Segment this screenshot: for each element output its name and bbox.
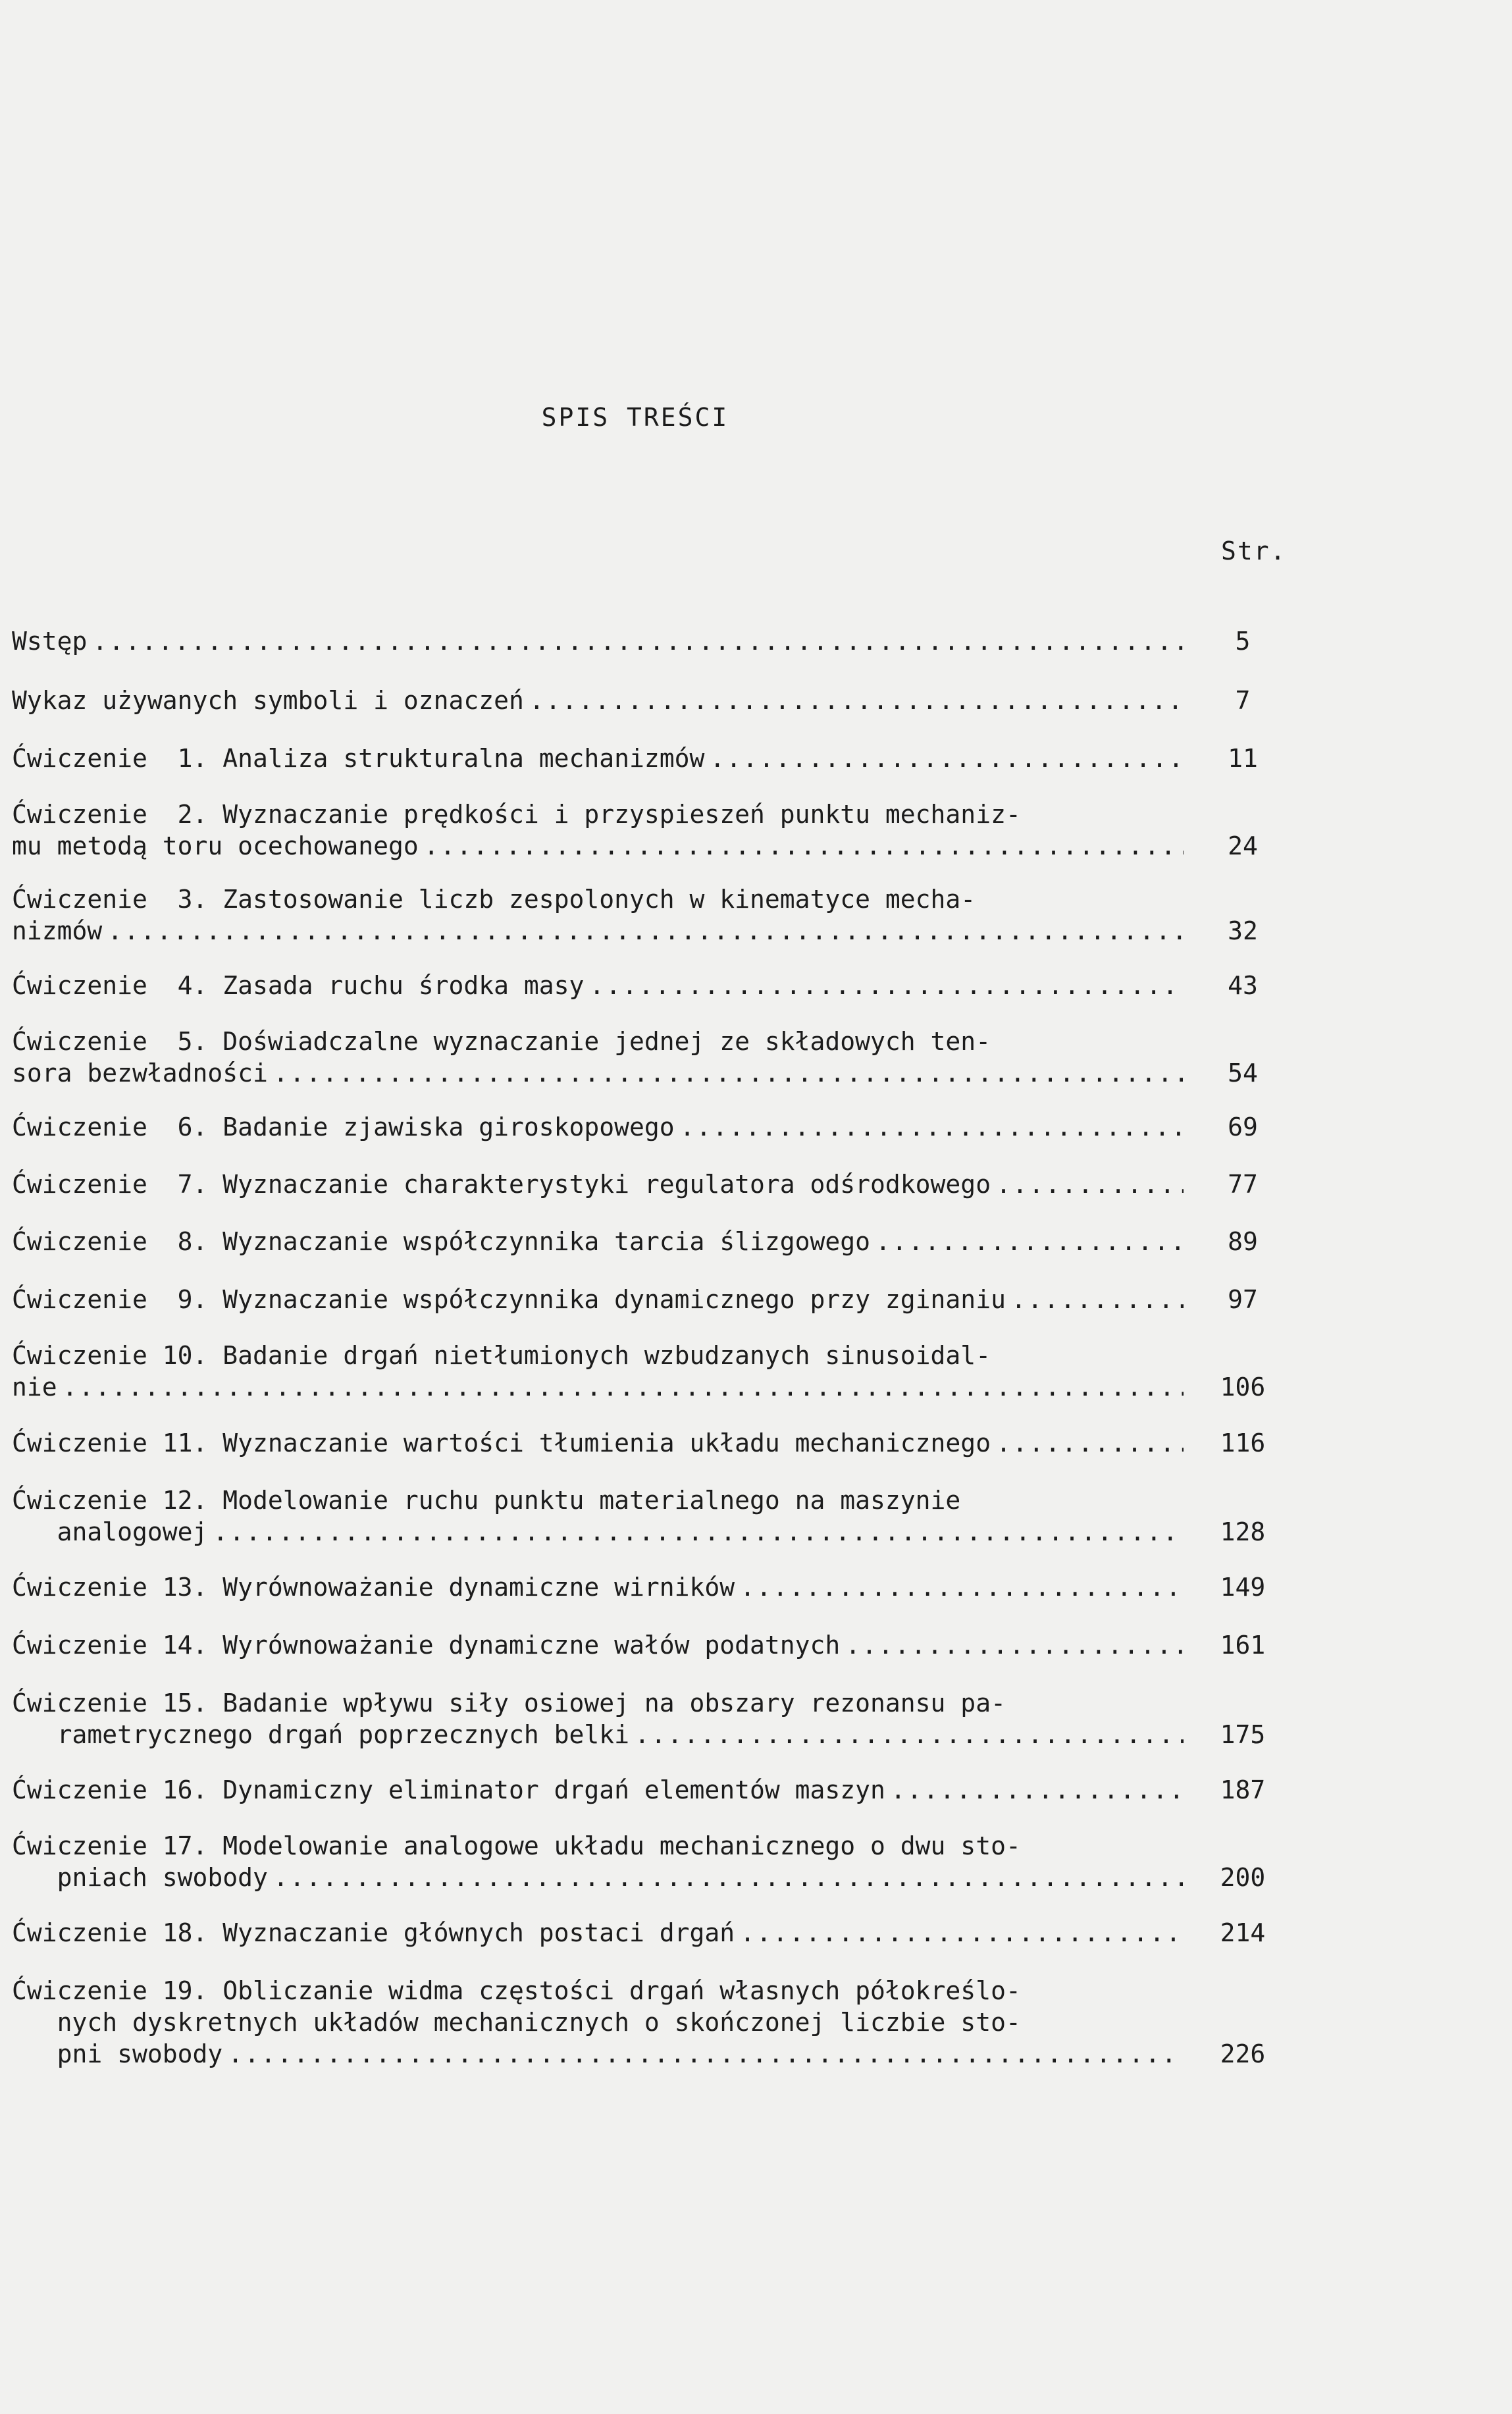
dot-leader <box>991 1427 1184 1459</box>
toc-entry-title: Ćwiczenie 14. Wyrównoważanie dynamiczne wałów podatnych <box>12 1631 841 1660</box>
toc-entry-title: analogowej <box>12 1517 208 1546</box>
toc-entry-title: Wykaz używanych symboli i oznaczeń <box>12 686 524 715</box>
dot-leader <box>735 1571 1184 1603</box>
toc-entry-page: 43 <box>1228 971 1258 1000</box>
toc-entry <box>12 970 1258 1001</box>
dot-leader <box>629 1719 1184 1750</box>
toc-entry-title: nych dyskretnych układów mechanicznych o skończonej liczbie sto- <box>12 2008 1021 2037</box>
toc-entry-page: 89 <box>1228 1227 1258 1256</box>
dot-leader <box>870 1226 1184 1257</box>
dot-leader <box>840 1629 1184 1661</box>
toc-entry-page: 69 <box>1228 1113 1258 1141</box>
toc-entry-title: Wstęp <box>12 627 88 656</box>
dot-leader <box>704 743 1184 774</box>
toc-entry <box>12 1111 1258 1143</box>
dot-leader <box>268 1057 1184 1089</box>
toc-entry-title: pniach swobody <box>12 1863 268 1892</box>
dot-leader <box>222 2038 1184 2070</box>
toc-entry-title: Ćwiczenie 1. Analiza strukturalna mechanizmów <box>12 744 705 773</box>
toc-entry-title: Ćwiczenie 18. Wyznaczanie głównych postaci drgań <box>12 1918 735 1947</box>
page-title: SPIS TREŚCI <box>541 403 729 432</box>
dot-leader <box>87 625 1184 657</box>
toc-entry-title: Ćwiczenie 3. Zastosowanie liczb zespolonych w kinematyce mecha- <box>12 885 976 914</box>
toc-entry-page: 5 <box>1235 627 1251 656</box>
toc-entry-title: Ćwiczenie 16. Dynamiczny eliminator drgań elementów maszyn <box>12 1775 885 1804</box>
toc-entry-title: sora bezwładności <box>12 1059 268 1088</box>
toc-entry-title: nizmów <box>12 916 103 945</box>
dot-leader <box>735 1917 1184 1949</box>
toc-entry-title: Ćwiczenie 9. Wyznaczanie współczynnika dynamicznego przy zginaniu <box>12 1285 1006 1314</box>
dot-leader <box>991 1168 1184 1200</box>
toc-entry-title: Ćwiczenie 6. Badanie zjawiska giroskopowego <box>12 1113 675 1141</box>
toc-entry-title: Ćwiczenie 10. Badanie drgań nietłumionych wzbudzanych sinusoidal- <box>12 1341 991 1370</box>
dot-leader <box>524 685 1184 716</box>
toc-entry-title: Ćwiczenie 15. Badanie wpływu siły osiowej na obszary rezonansu pa- <box>12 1689 1006 1718</box>
toc-entry-title: pni swobody <box>12 2039 223 2068</box>
toc-entry-title: Ćwiczenie 11. Wyznaczanie wartości tłumienia układu mechanicznego <box>12 1429 991 1457</box>
dot-leader <box>102 915 1184 947</box>
dot-leader <box>57 1371 1184 1403</box>
toc-entry-title: nie <box>12 1373 57 1402</box>
toc-entry-page: 7 <box>1235 686 1251 715</box>
toc-entry <box>12 685 1251 716</box>
toc-entry-page: 32 <box>1228 916 1258 945</box>
toc-entry-title: Ćwiczenie 4. Zasada ruchu środka masy <box>12 971 585 1000</box>
toc-entry-title: Ćwiczenie 2. Wyznaczanie prędkości i przyspieszeń punktu mechaniz- <box>12 800 1021 829</box>
toc-entry <box>12 1168 1258 1200</box>
toc-entry-title: rametrycznego drgań poprzecznych belki <box>12 1720 629 1749</box>
toc-entry-title: Ćwiczenie 19. Obliczanie widma częstości drgań własnych półokreślo- <box>12 1976 1021 2005</box>
toc-entry <box>12 883 1258 947</box>
dot-leader <box>584 970 1184 1001</box>
toc-entry-title: Ćwiczenie 5. Doświadczalne wyznaczanie jednej ze składowych ten- <box>12 1027 991 1056</box>
toc-entry-title: Ćwiczenie 13. Wyrównoważanie dynamiczne wirników <box>12 1573 735 1602</box>
toc-entry-title: mu metodą toru ocechowanego <box>12 831 419 860</box>
toc-entry-page: 128 <box>1220 1517 1266 1546</box>
toc-entry <box>12 1026 1258 1089</box>
dot-leader <box>268 1862 1184 1893</box>
toc-entry <box>12 743 1258 774</box>
toc-entry-page: 187 <box>1220 1775 1266 1804</box>
toc-entry-page: 97 <box>1228 1285 1258 1314</box>
dot-leader <box>885 1774 1184 1806</box>
toc-entry-page: 106 <box>1220 1373 1266 1402</box>
toc-entry <box>12 1975 1266 2070</box>
dot-leader <box>207 1516 1184 1548</box>
toc-entry-page: 11 <box>1228 744 1258 773</box>
dot-leader <box>1006 1284 1184 1315</box>
toc-entry <box>12 1484 1266 1548</box>
toc-entry-page: 54 <box>1228 1059 1258 1088</box>
toc-entry <box>12 1226 1258 1257</box>
toc-entry-title: Ćwiczenie 7. Wyznaczanie charakterystyki regulatora odśrodkowego <box>12 1170 991 1199</box>
toc-entry <box>12 1571 1266 1603</box>
dot-leader <box>675 1111 1184 1143</box>
toc-entry <box>12 1917 1266 1949</box>
toc-entry <box>12 1629 1266 1661</box>
toc-entry-title: Ćwiczenie 12. Modelowanie ruchu punktu materialnego na maszynie <box>12 1486 961 1515</box>
dot-leader <box>419 830 1184 862</box>
toc-entry-page: 161 <box>1220 1631 1266 1660</box>
toc-entry <box>12 1774 1266 1806</box>
toc-entry <box>12 1830 1266 1893</box>
toc-entry-page: 24 <box>1228 831 1258 860</box>
toc-entry-page: 214 <box>1220 1918 1266 1947</box>
page-column-header: Str. <box>1221 537 1287 565</box>
toc-entry <box>12 1687 1266 1750</box>
toc-entry <box>12 799 1258 862</box>
toc-entry-page: 175 <box>1220 1720 1266 1749</box>
toc-entry-page: 200 <box>1220 1863 1266 1892</box>
toc-entry-title: Ćwiczenie 17. Modelowanie analogowe układu mechanicznego o dwu sto- <box>12 1831 1021 1860</box>
toc-entry-page: 77 <box>1228 1170 1258 1199</box>
toc-entry <box>12 1284 1258 1315</box>
toc-entry <box>12 1427 1266 1459</box>
toc-entry <box>12 625 1251 657</box>
toc-entry <box>12 1340 1266 1403</box>
toc-entry-page: 116 <box>1220 1429 1266 1457</box>
toc-entry-page: 226 <box>1220 2039 1266 2068</box>
toc-entry-page: 149 <box>1220 1573 1266 1602</box>
toc-entry-title: Ćwiczenie 8. Wyznaczanie współczynnika tarcia ślizgowego <box>12 1227 871 1256</box>
